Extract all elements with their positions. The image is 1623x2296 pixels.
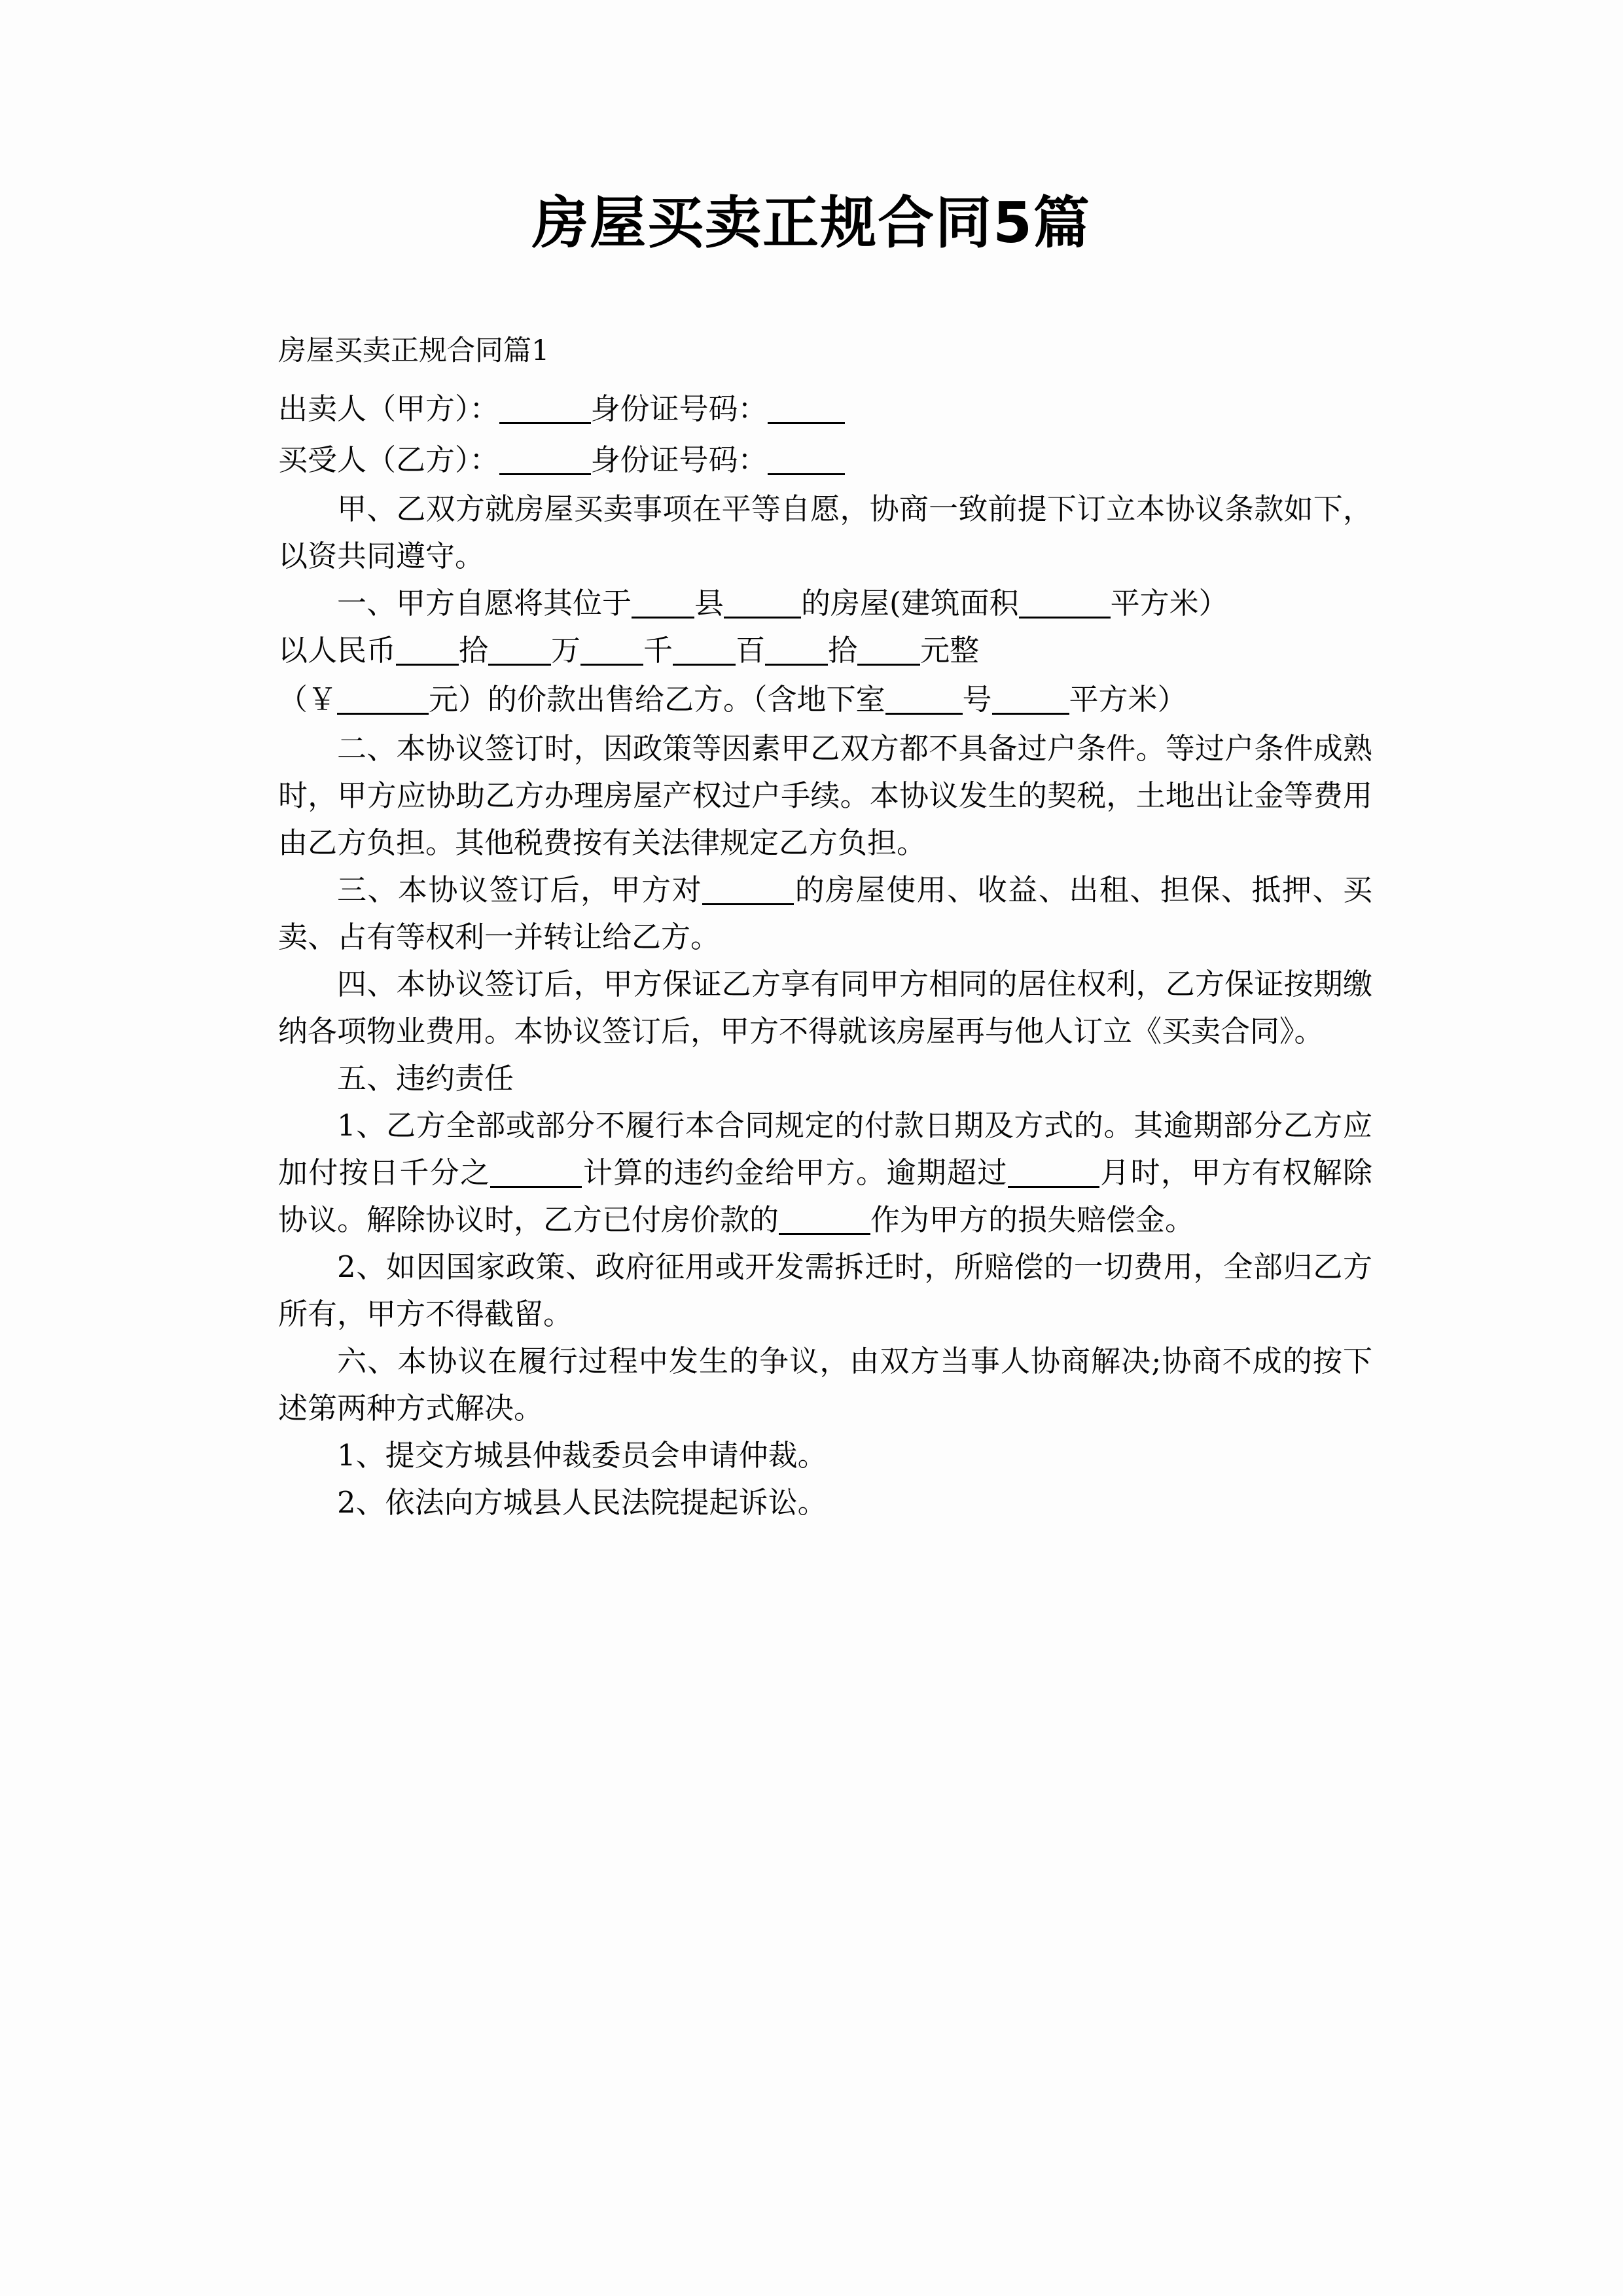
amount-seg-4: 百 xyxy=(736,633,766,668)
amount-seg-6: 元整 xyxy=(920,633,980,668)
basement-number-blank[interactable] xyxy=(885,683,963,715)
compensation-ratio-blank[interactable] xyxy=(779,1204,870,1235)
seller-role-label: 出卖人（甲方）： xyxy=(278,391,499,426)
clause-three-blank[interactable] xyxy=(702,874,794,905)
seller-line xyxy=(278,384,1372,435)
clause-one-tail-line xyxy=(278,674,1372,725)
amount-blank-yuan[interactable] xyxy=(857,634,920,666)
clause-one-tail-0: （￥ xyxy=(278,682,338,717)
clause-one-seg-1: 县 xyxy=(694,586,724,620)
penalty-rate-blank[interactable] xyxy=(490,1157,582,1188)
clause-four-paragraph: 四、本协议签订后，甲方保证乙方享有同甲方相同的居住权利，乙方保证按期缴纳各项物业费用。本协议签订后，甲方不得就该房屋再与他人订立《买卖合同》。 xyxy=(278,967,1372,1049)
buyer-id-blank[interactable] xyxy=(768,444,845,475)
clause-five-heading: 五、违约责任 xyxy=(337,1061,514,1096)
buyer-line xyxy=(278,435,1372,486)
document-body xyxy=(278,327,1372,1526)
amount-blank-wan[interactable] xyxy=(488,634,551,666)
buyer-name-blank[interactable] xyxy=(499,444,591,475)
clause-one-seg-3: 平方米） xyxy=(1110,586,1228,620)
clause-six-item-2: 2、依法向方城县人民法院提起诉讼。 xyxy=(337,1485,827,1520)
clause-five-item1-part4: 作为甲方的损失赔偿金。 xyxy=(870,1202,1195,1237)
seller-name-blank[interactable] xyxy=(499,393,591,424)
clause-one-tail-2: 号 xyxy=(962,682,992,717)
clause-five-item-2: 2、如因国家政策、政府征用或开发需拆迁时，所赔偿的一切费用，全部归乙方所有，甲方不得截留。 xyxy=(278,1249,1372,1331)
seller-id-label: 身份证号码： xyxy=(590,391,768,426)
page-title: 房屋买卖正规合同5篇 xyxy=(532,190,1091,256)
buyer-id-label: 身份证号码： xyxy=(590,442,768,477)
clause-five-item1-part1: 1、乙方全部或部分不履行本合同规定的付款日期及方式的。其逾期部分乙方应加付按日千分之 xyxy=(278,1108,1372,1190)
clause-one-amount-line xyxy=(278,627,1372,674)
seller-id-blank[interactable] xyxy=(768,393,845,424)
clause-five-item-1 xyxy=(278,1102,1372,1244)
basement-area-blank[interactable] xyxy=(992,683,1069,715)
clause-three-suffix: 的房屋使用、收益、出租、担保、抵押、买卖、占有等权利一并转让给乙方。 xyxy=(278,872,1372,954)
clause-one-tail-1: 元）的价款出售给乙方。（含地下室 xyxy=(429,682,885,717)
section-subheading: 房屋买卖正规合同篇1 xyxy=(278,334,550,367)
amount-seg-5: 拾 xyxy=(828,633,858,668)
clause-five-item1-part3: 月时，甲方有权解除协议。解除协议时，乙方已付房价款的 xyxy=(278,1155,1372,1237)
clause-six-paragraph: 六、本协议在履行过程中发生的争议，由双方当事人协商解决;协商不成的按下述第两种方式解决。 xyxy=(278,1344,1372,1426)
clause-one-line-1 xyxy=(278,580,1372,627)
clause-one-seg-0: 一、甲方自愿将其位于 xyxy=(337,586,632,620)
clause-three-paragraph xyxy=(278,867,1372,961)
clause-five-item1-part2: 计算的违约金给甲方。逾期超过 xyxy=(582,1155,1008,1190)
clause-one-tail-3: 平方米） xyxy=(1069,682,1187,717)
amount-blank-shi[interactable] xyxy=(765,634,828,666)
clause-two-paragraph: 二、本协议签订时，因政策等因素甲乙双方都不具备过户条件。等过户条件成熟时，甲方应协助乙方办理房屋产权过户手续。本协议发生的契税，土地出让金等费用由乙方负担。其他税费按有关法律规定乙方负担。 xyxy=(278,731,1372,860)
amount-seg-1: 拾 xyxy=(459,633,489,668)
clause-one-seg-2: 的房屋(建筑面积 xyxy=(801,586,1019,620)
preamble-paragraph: 甲、乙双方就房屋买卖事项在平等自愿，协商一致前提下订立本协议条款如下，以资共同遵守。 xyxy=(278,492,1372,573)
amount-seg-2: 万 xyxy=(551,633,581,668)
address-blank[interactable] xyxy=(724,587,801,619)
overdue-months-blank[interactable] xyxy=(1008,1157,1099,1188)
amount-blank-bai[interactable] xyxy=(673,634,736,666)
amount-blank-shi-wan[interactable] xyxy=(396,634,459,666)
clause-three-prefix: 三、本协议签订后，甲方对 xyxy=(337,872,703,907)
amount-seg-0: 以人民币 xyxy=(278,633,397,668)
buyer-role-label: 买受人（乙方）： xyxy=(278,442,499,477)
area-blank[interactable] xyxy=(1019,587,1111,619)
amount-blank-qian[interactable] xyxy=(580,634,643,666)
amount-seg-3: 千 xyxy=(643,633,673,668)
price-numeric-blank[interactable] xyxy=(337,683,429,715)
spacer xyxy=(278,374,1372,384)
county-blank[interactable] xyxy=(632,587,694,619)
clause-six-item-1: 1、提交方城县仲裁委员会申请仲裁。 xyxy=(337,1438,827,1473)
